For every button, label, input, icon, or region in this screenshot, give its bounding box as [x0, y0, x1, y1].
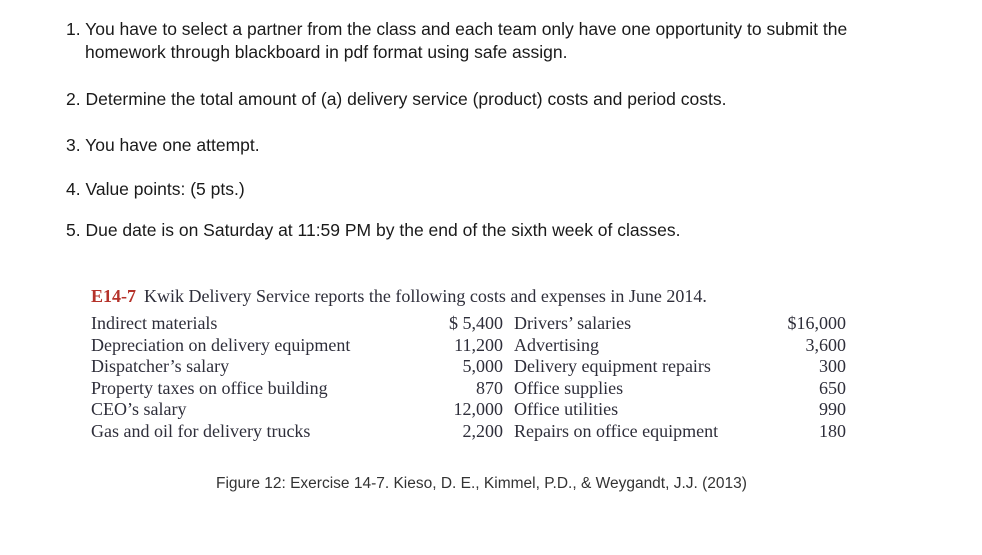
left-item-amount: 5,000 [462, 356, 503, 376]
table-row [91, 421, 846, 443]
instruction-3-text: 3. You have one attempt. [66, 135, 260, 155]
exercise-figure [91, 285, 851, 442]
left-item-label: Dispatcher’s salary [91, 356, 230, 376]
right-item-label: Office supplies [514, 377, 624, 398]
right-item-amount: 650 [819, 377, 846, 398]
exercise-code: E14-7 [91, 286, 136, 306]
instruction-item-3 [66, 134, 260, 157]
left-item-amount: 12,000 [453, 399, 503, 419]
right-item-amount: 300 [819, 356, 846, 376]
table-row [91, 335, 846, 357]
exercise-intro: Kwik Delivery Service reports the following costs and expenses in June 2014. [144, 286, 707, 306]
instruction-1-line-2: homework through blackboard in pdf format using safe assign. [85, 42, 568, 62]
instruction-item-1 [66, 18, 847, 64]
instruction-5-text: 5. Due date is on Saturday at 11:59 PM by the end of the sixth week of classes. [66, 220, 681, 240]
right-item-label: Office utilities [514, 399, 619, 419]
cost-table [91, 313, 846, 442]
right-item-amount: $16,000 [787, 313, 846, 333]
instruction-1-line-1: 1. You have to select a partner from the class and each team only have one opportunity to submit the [66, 19, 848, 39]
figure-caption: Figure 12: Exercise 14-7. Kieso, D. E., Kimmel, P.D., & Weygandt, J.J. (2013) [216, 475, 747, 492]
instruction-2-text: 2. Determine the total amount of (a) delivery service (product) costs and period costs. [66, 89, 727, 109]
right-item-label: Advertising [514, 334, 599, 355]
right-item-amount: 180 [819, 420, 846, 441]
left-item-amount: $ 5,400 [449, 313, 503, 333]
exercise-heading [91, 285, 851, 307]
left-item-amount: 11,200 [454, 334, 503, 355]
left-item-label: Depreciation on delivery equipment [91, 334, 351, 355]
instruction-4-text: 4. Value points: (5 pts.) [66, 179, 245, 199]
left-item-amount: 870 [476, 377, 503, 398]
table-row [91, 313, 846, 335]
right-item-label: Delivery equipment repairs [514, 356, 711, 376]
right-item-amount: 990 [819, 399, 846, 419]
left-item-label: CEO’s salary [91, 399, 187, 419]
instruction-item-4 [66, 178, 245, 201]
left-item-label: Gas and oil for delivery trucks [91, 420, 311, 441]
right-item-label: Drivers’ salaries [514, 313, 632, 333]
right-item-amount: 3,600 [805, 334, 846, 355]
left-item-amount: 2,200 [462, 420, 503, 441]
right-item-label: Repairs on office equipment [514, 420, 719, 441]
instruction-item-5 [66, 219, 680, 242]
table-row [91, 356, 846, 378]
table-row [91, 378, 846, 400]
left-item-label: Indirect materials [91, 313, 218, 333]
left-item-label: Property taxes on office building [91, 377, 328, 398]
instruction-item-2 [66, 88, 726, 111]
table-row [91, 399, 846, 421]
